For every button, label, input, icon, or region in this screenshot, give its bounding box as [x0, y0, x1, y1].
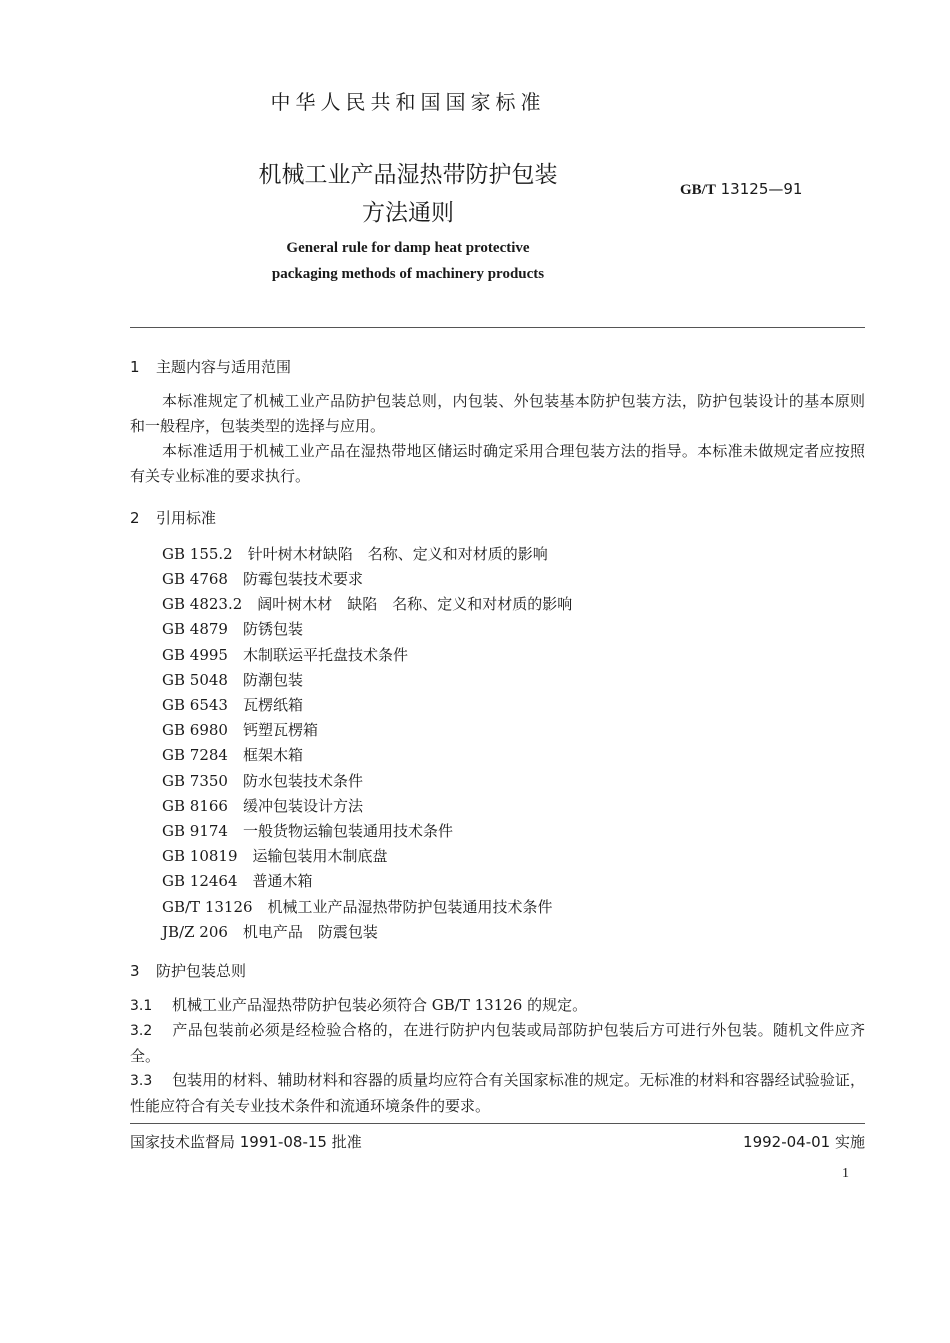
clause-number: 3.3 [130, 1073, 153, 1089]
clause-number: 3.1 [130, 998, 153, 1014]
section-number: 2 [130, 509, 140, 527]
standard-header: 中华人民共和国国家标准 [270, 90, 546, 114]
approval-date: 国家技术监督局 1991-08-15 批准 [130, 1133, 362, 1151]
english-title-line-2: packaging methods of machinery products [271, 266, 545, 282]
reference-item: GB 6980 钙塑瓦楞箱 [162, 721, 318, 739]
paragraph: 本标准规定了机械工业产品防护包装总则，内包装、外包装基本防护包装方法，防护包装设计的基本原则和一般程序，包装类型的选择与应用。 [130, 392, 865, 435]
reference-item: GB 4995 木制联运平托盘技术条件 [162, 646, 408, 664]
reference-item: JB/Z 206 机电产品 防震包装 [162, 923, 378, 941]
reference-item: GB 5048 防潮包装 [162, 671, 303, 689]
english-title-line-1: General rule for damp heat protective [286, 240, 530, 256]
header-divider [130, 327, 865, 328]
section-number: 1 [130, 358, 140, 376]
standard-prefix: GB/T [680, 182, 716, 198]
reference-item: GB 4823.2 阔叶树木材 缺陷 名称、定义和对材质的影响 [162, 595, 573, 613]
reference-item: GB 10819 运输包装用木制底盘 [162, 847, 388, 865]
title-line-2: 方法通则 [362, 200, 454, 226]
reference-item: GB 4768 防霉包装技术要求 [162, 570, 363, 588]
clause-text: 机械工业产品湿热带防护包装必须符合 GB/T 13126 的规定。 [172, 996, 588, 1014]
clause-text: 产品包装前必须是经检验合格的，在进行防护内包装或局部防护包装后方可进行外包装。随机文件应齐全。 [130, 1021, 865, 1065]
clause-number: 3.2 [130, 1023, 153, 1039]
reference-item: GB 12464 普通木箱 [162, 872, 313, 890]
page-number: 1 [842, 1166, 849, 1181]
reference-item: GB 155.2 针叶树木材缺陷 名称、定义和对材质的影响 [162, 545, 548, 563]
section-heading [130, 507, 216, 528]
section-heading [130, 960, 246, 981]
section-title: 防护包装总则 [156, 962, 247, 980]
implementation-date: 1992-04-01 实施 [743, 1133, 865, 1151]
clause [130, 993, 865, 1019]
section-title: 引用标准 [156, 509, 217, 527]
reference-item: GB 4879 防锈包装 [162, 620, 303, 638]
reference-item: GB 6543 瓦楞纸箱 [162, 696, 303, 714]
standard-number [680, 180, 802, 199]
section-title: 主题内容与适用范围 [156, 358, 292, 376]
reference-item: GB/T 13126 机械工业产品湿热带防护包装通用技术条件 [162, 898, 553, 916]
section-heading [130, 356, 291, 377]
paragraph: 本标准适用于机械工业产品在湿热带地区储运时确定采用合理包装方法的指导。本标准未做规定者应按照有关专业标准的要求执行。 [130, 442, 865, 485]
clause-text: 包装用的材料、辅助材料和容器的质量均应符合有关国家标准的规定。无标准的材料和容器经试验验证，性能应符合有关专业技术条件和流通环境条件的要求。 [130, 1071, 865, 1115]
clause [130, 1068, 865, 1119]
title-line-1: 机械工业产品湿热带防护包装 [258, 162, 558, 188]
reference-item: GB 9174 一般货物运输包装通用技术条件 [162, 822, 453, 840]
reference-item: GB 8166 缓冲包装设计方法 [162, 797, 363, 815]
clause [130, 1018, 865, 1069]
footer-divider [130, 1123, 865, 1124]
section-number: 3 [130, 962, 140, 980]
reference-item: GB 7350 防水包装技术条件 [162, 772, 363, 790]
reference-item: GB 7284 框架木箱 [162, 746, 303, 764]
standard-code: 13125—91 [720, 180, 803, 198]
